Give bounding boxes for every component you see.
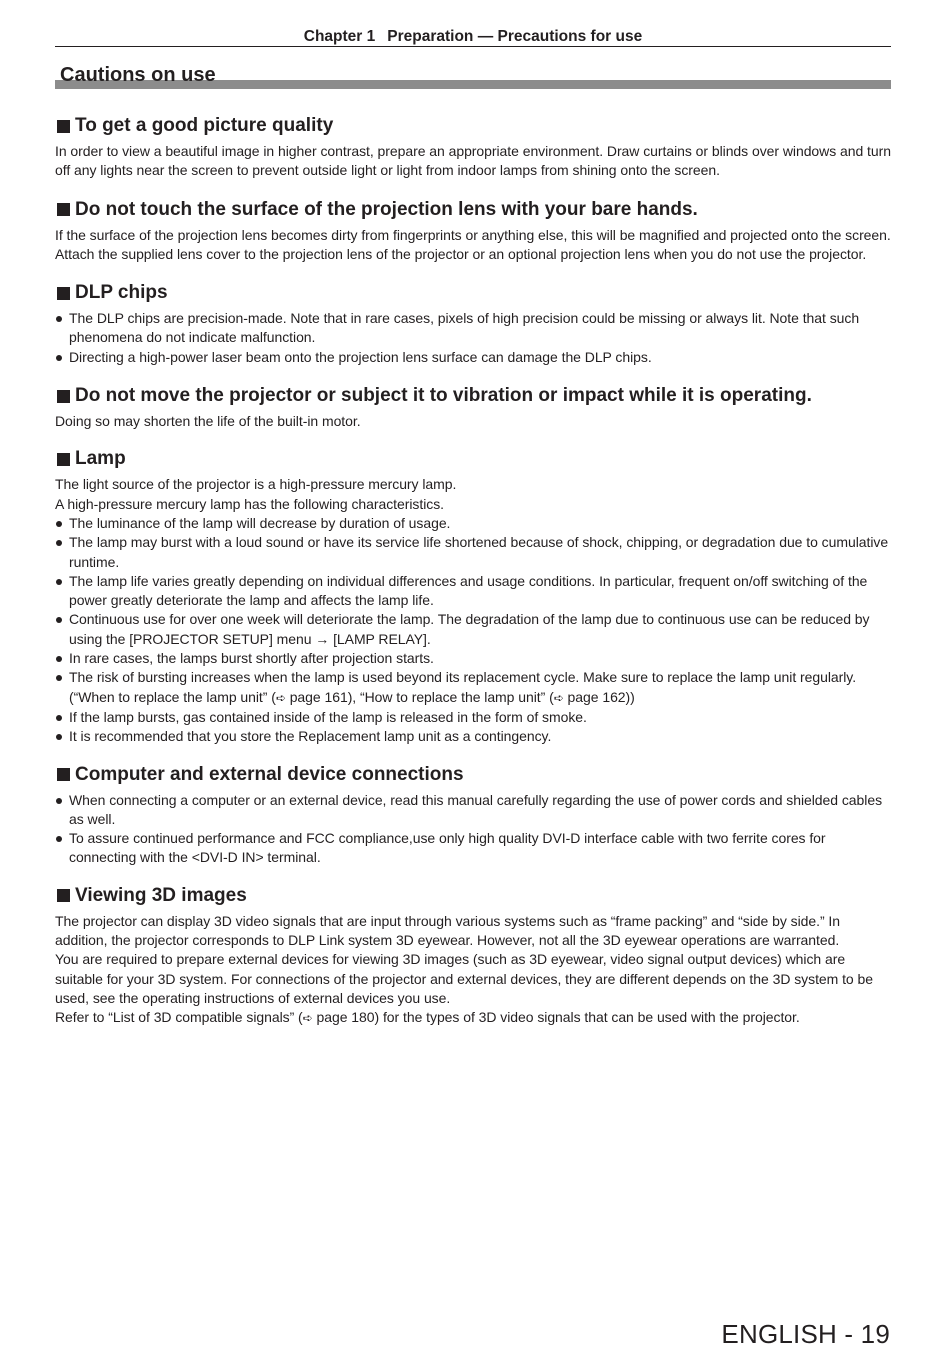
section-connections (55, 763, 891, 868)
heading-lens-surface: Do not touch the surface of the projection lens with your bare hands. (55, 198, 891, 222)
page-ref-arrow-icon: ➪ (275, 690, 286, 705)
chapter-label: Chapter 1 (303, 28, 376, 45)
square-bullet-icon (57, 390, 70, 403)
section-picture-quality (55, 114, 891, 181)
bullet-dot-icon (56, 798, 62, 804)
list-item: The DLP chips are precision-made. Note that in rare cases, pixels of high precision could be missing or always lit. Note that such phenomena do not indicate malfunction. (55, 309, 891, 348)
heading-lamp: Lamp (55, 447, 891, 471)
heading-dlp-chips: DLP chips (55, 281, 891, 305)
square-bullet-icon (57, 889, 70, 902)
bullet-dot-icon (56, 675, 62, 681)
list-item: To assure continued performance and FCC compliance,use only high quality DVI-D interface cable with two ferrite cores for connecting with the <DVI-D IN> terminal. (55, 829, 891, 868)
section-title-text: Cautions on use (60, 64, 216, 86)
section-dlp-chips (55, 281, 891, 367)
heading-3d-images: Viewing 3D images (55, 884, 891, 908)
heading-connections: Computer and external device connections (55, 763, 891, 787)
bullet-list (55, 514, 891, 747)
list-item: If the lamp bursts, gas contained inside of the lamp is released in the form of smoke. (55, 708, 891, 727)
list-item: In rare cases, the lamps burst shortly after projection starts. (55, 649, 891, 668)
paragraph: Doing so may shorten the life of the built-in motor. (55, 413, 361, 430)
paragraph: In order to view a beautiful image in higher contrast, prepare an appropriate environment. Draw curtains or blinds over windows and turn off any lights near the screen to prevent outside light or light from indoor lamps from shining onto the screen. (55, 143, 891, 179)
bullet-dot-icon (56, 540, 62, 546)
section-lamp (55, 447, 891, 746)
running-header (55, 27, 891, 47)
bullet-list (55, 791, 891, 868)
section-3d-images (55, 884, 891, 1029)
list-item: When connecting a computer or an external device, read this manual carefully regarding the use of power cords and shielded cables as well. (55, 791, 891, 830)
bullet-dot-icon (56, 521, 62, 527)
square-bullet-icon (57, 453, 70, 466)
list-item: The risk of bursting increases when the lamp is used beyond its replacement cycle. Make sure to replace the lamp unit regularly. (“When to replace the lamp unit” (➪ page 161), “How to replace the lamp unit” (➪ page 162)) (55, 668, 891, 708)
paragraph: A high-pressure mercury lamp has the following characteristics. (55, 495, 445, 512)
paragraph: The light source of the projector is a high-pressure mercury lamp. (55, 476, 457, 493)
lamp-reference: (“When to replace the lamp unit” (➪ page 161), “How to replace the lamp unit” (➪ page 162)) (69, 688, 635, 705)
heading-do-not-move: Do not move the projector or subject it to vibration or impact while it is operating. (55, 384, 891, 408)
paragraph: If the surface of the projection lens becomes dirty from fingerprints or anything else, this will be magnified and projected onto the screen. (55, 226, 891, 243)
page-ref-arrow-icon: ➪ (302, 1011, 313, 1026)
page-number: ENGLISH - 19 (721, 1319, 890, 1349)
paragraph: Attach the supplied lens cover to the projection lens of the projector or an optional projection lens when you do not use the projector. (55, 245, 867, 262)
list-item: The luminance of the lamp will decrease by duration of usage. (55, 514, 891, 533)
square-bullet-icon (57, 203, 70, 216)
square-bullet-icon (57, 287, 70, 300)
bullet-dot-icon (56, 316, 62, 322)
section-do-not-move (55, 384, 891, 431)
bullet-dot-icon (56, 715, 62, 721)
bullet-dot-icon (56, 579, 62, 585)
chapter-title: Preparation — Precautions for use (387, 28, 643, 45)
list-item: The lamp may burst with a loud sound or have its service life shortened because of shock, chipping, or degradation due to cumulative runtime. (55, 533, 891, 572)
list-item: Continuous use for over one week will deteriorate the lamp. The degradation of the lamp due to continuous use can be reduced by using the [PROJECTOR SETUP] menu → [LAMP RELAY]. (55, 610, 891, 649)
reference-paragraph: Refer to “List of 3D compatible signals” (➪ page 180) for the types of 3D video signals that can be used with the projector. (55, 1009, 800, 1026)
list-item: Directing a high-power laser beam onto the projection lens surface can damage the DLP chips. (55, 348, 891, 367)
square-bullet-icon (57, 768, 70, 781)
square-bullet-icon (57, 120, 70, 133)
paragraph: The projector can display 3D video signals that are input through various systems such as “frame packing” and “side by side.” In addition, the projector corresponds to DLP Link system 3D eyewear. However, not all the 3D eyewear operations are warranted. (55, 912, 840, 949)
bullet-dot-icon (56, 656, 62, 662)
bullet-dot-icon (56, 355, 62, 361)
list-item: The lamp life varies greatly depending on individual differences and usage conditions. In particular, frequent on/off switching of the power greatly deteriorate the lamp and affects the lamp life. (55, 572, 891, 611)
bullet-dot-icon (56, 836, 62, 842)
list-item: It is recommended that you store the Replacement lamp unit as a contingency. (55, 727, 891, 746)
section-lens-surface (55, 198, 891, 265)
paragraph: You are required to prepare external devices for viewing 3D images (such as 3D eyewear, video signal output devices) which are suitable for your 3D system. For connections of the projector and external devices, they are different depends on the 3D system to be used, see the operating instructions of external devices you use. (55, 951, 873, 1006)
page-ref-arrow-icon: ➪ (553, 690, 564, 705)
bullet-dot-icon (56, 734, 62, 740)
page (55, 0, 891, 1029)
bullet-dot-icon (56, 617, 62, 623)
heading-picture-quality: To get a good picture quality (55, 114, 891, 138)
bullet-list (55, 309, 891, 367)
section-title (55, 63, 891, 90)
